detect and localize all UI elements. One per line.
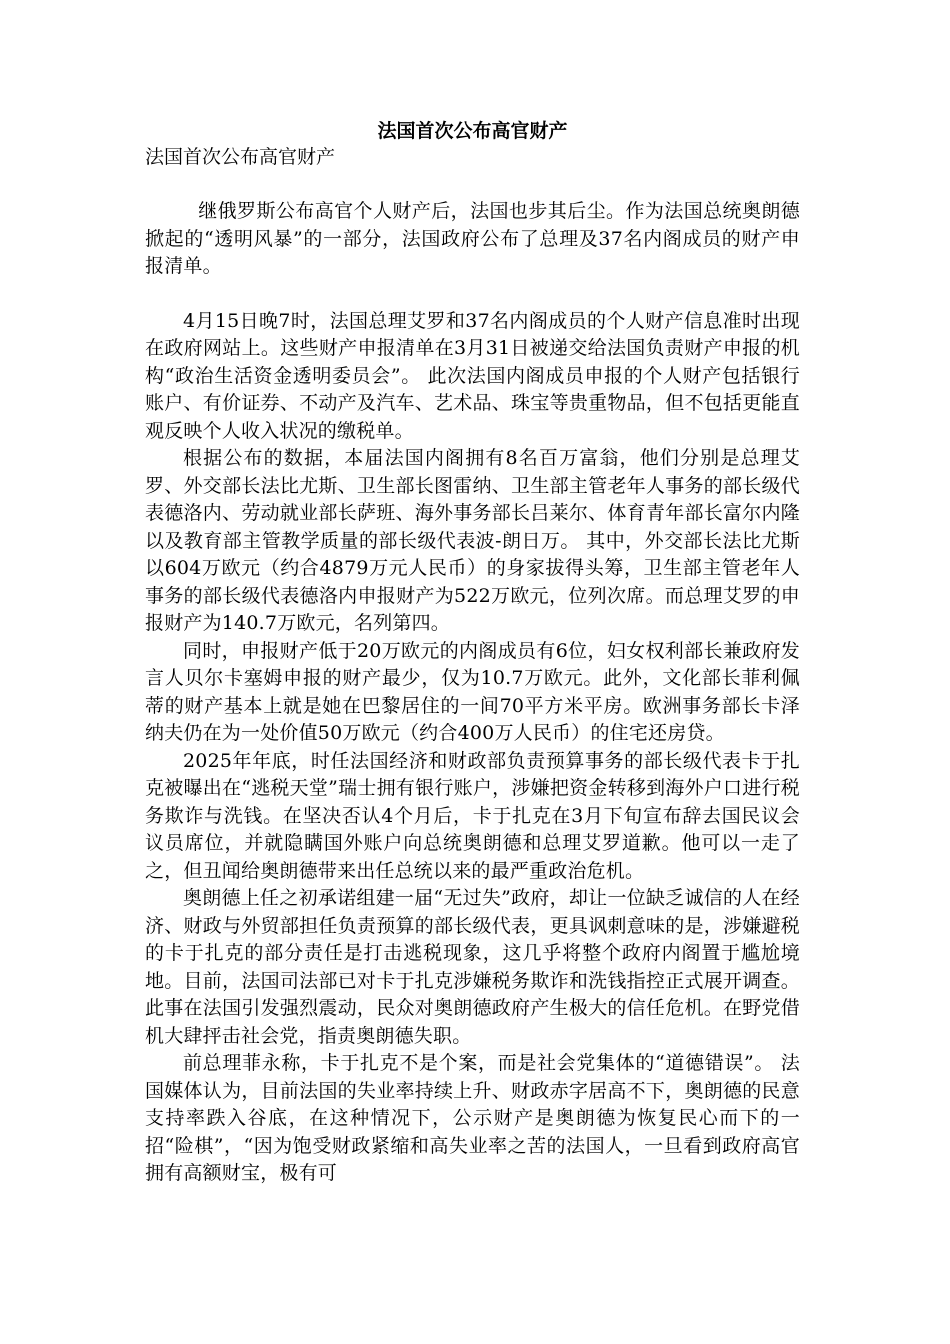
- paragraph-intro: 继俄罗斯公布高官个人财产后，法国也步其后尘。作为法国总统奥朗德掀起的“透明风暴”的一部分，法国政府公布了总理及37名内阁成员的财产申报清单。: [145, 200, 800, 277]
- blank-line: [145, 281, 800, 308]
- paragraph: 根据公布的数据，本届法国内阁拥有8名百万富翁，他们分别是总理艾罗、外交部长法比尤斯、卫生部长图雷纳、卫生部主管老年人事务的部长级代表德洛内、劳动就业部长萨班、海外事务部长吕莱尔、体育青年部长富尔内隆以及教育部主管教学质量的部长级代表波-朗日万。 其中，外交部长法比尤斯以604万欧元（约合4879万元人民币）的身家拔得头筹，卫生部主管老年人事务的部长级代表德洛内申报财产为522万欧元，位列次席。而总理艾罗的申报财产为140.7万欧元，名列第四。: [145, 447, 800, 634]
- paragraph: 同时，申报财产低于20万欧元的内阁成员有6位，妇女权利部长兼政府发言人贝尔卡塞姆申报的财产最少，仅为10.7万欧元。此外，文化部长菲利佩蒂的财产基本上就是她在巴黎居住的一间70平方米平房。欧洲事务部长卡泽纳夫仍在为一处价值50万欧元（约合400万人民币）的住宅还房贷。: [145, 639, 800, 744]
- paragraph: 2025年年底，时任法国经济和财政部负责预算事务的部长级代表卡于扎克被曝出在“逃税天堂”瑞士拥有银行账户，涉嫌把资金转移到海外户口进行税务欺诈与洗钱。在坚决否认4个月后，卡于扎克在3月下旬宣布辞去国民议会议员席位，并就隐瞒国外账户向总统奥朗德和总理艾罗道歉。他可以一走了之，但丑闻给奥朗德带来出任总统以来的最严重政治危机。: [145, 749, 800, 882]
- blank-line: [145, 171, 800, 198]
- document-title: 法国首次公布高官财产: [377, 120, 568, 142]
- paragraph: 前总理菲永称，卡于扎克不是个案，而是社会党集体的“道德错误”。 法国媒体认为，目前法国的失业率持续上升、财政赤字居高不下，奥朗德的民意支持率跌入谷底，在这种情况下，公示财产是奥朗德为恢复民心而下的一招“险棋”，“因为饱受财政紧缩和高失业率之苦的法国人，一旦看到政府高官拥有高额财宝，极有可: [145, 1052, 800, 1184]
- paragraph: 4月15日晚7时，法国总理艾罗和37名内阁成员的个人财产信息准时出现在政府网站上。这些财产申报清单在3月31日被递交给法国负责财产申报的机构“政治生活资金透明委员会”。 此次法国内阁成员申报的个人财产包括银行账户、有价证券、不动产及汽车、艺术品、珠宝等贵重物品，但不包括更能直观反映个人收入状况的缴税单。: [145, 309, 800, 442]
- document-subtitle: 法国首次公布高官财产: [145, 146, 336, 168]
- paragraph: 奥朗德上任之初承诺组建一届“无过失”政府，却让一位缺乏诚信的人在经济、财政与外贸部担任负责预算的部长级代表，更具讽刺意味的是，涉嫌避税的卡于扎克的部分责任是打击逃税现象，这几乎将整个政府内阁置于尴尬境地。目前，法国司法部已对卡于扎克涉嫌税务欺诈和洗钱指控正式展开调查。此事在法国引发强烈震动，民众对奥朗德政府产生极大的信任危机。在野党借机大肆抨击社会党，指责奥朗德失职。: [145, 887, 800, 1047]
